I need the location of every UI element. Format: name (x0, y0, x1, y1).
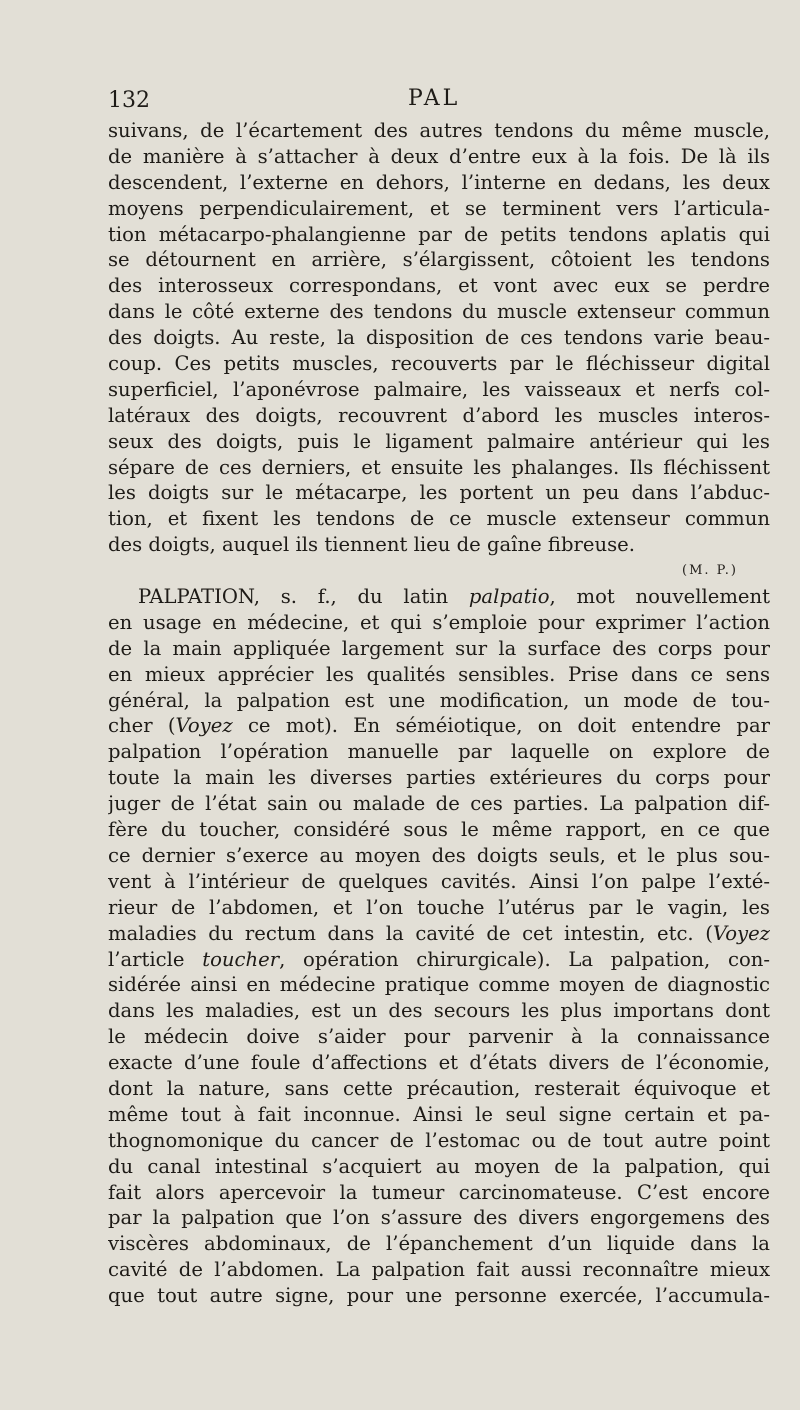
author-signature: (M. P.) (682, 563, 738, 579)
text-line: coup. Ces petits muscles, recouverts par le fléchisseur digital (108, 352, 770, 376)
text-line: palpation l’opération manuelle par laquelle on explore de (108, 740, 770, 764)
text-line: de la main appliquée largement sur la surface des corps pour (108, 636, 770, 660)
text-line: se détournent en arrière, s’élargissent, côtoient les tendons (108, 248, 770, 272)
text-line: descendent, l’externe en dehors, l’interne en dedans, les deux (108, 170, 770, 194)
text-line: thognomonique du cancer de l’estomac ou de tout autre point (108, 1128, 770, 1152)
text-line: du canal intestinal s’acquiert au moyen de la palpation, qui (108, 1154, 770, 1178)
text-line: par la palpation que l’on s’assure des divers engorgemens des (108, 1206, 770, 1230)
text-line: suivans, de l’écartement des autres tendons du même muscle, (108, 119, 770, 142)
page-number: 132 (108, 88, 150, 113)
text-line: rieur de l’abdomen, et l’on touche l’utérus par le vagin, les (108, 895, 770, 919)
page-header (108, 86, 770, 116)
running-head: PAL (408, 86, 461, 111)
text-column (108, 118, 770, 1309)
text-line: le médecin doive s’aider pour parvenir à la connaissance (108, 1025, 770, 1049)
text-line: fait alors apercevoir la tumeur carcinomateuse. C’est encore (108, 1180, 770, 1204)
text-line: des interosseux correspondans, et vont avec eux se perdre (108, 274, 770, 298)
text-line: que tout autre signe, pour une personne exercée, l’accumula- (108, 1284, 770, 1308)
text-line: dans les maladies, est un des secours les plus importans dont (108, 999, 770, 1023)
text-line: sidérée ainsi en médecine pratique comme moyen de diagnostic (108, 973, 770, 997)
text-line: cavité de l’abdomen. La palpation fait aussi reconnaître mieux (108, 1258, 770, 1282)
text-line: ce dernier s’exerce au moyen des doigts seuls, et le plus sou- (108, 843, 770, 867)
text-line: toute la main les diverses parties extérieures du corps pour (108, 766, 770, 790)
text-line: général, la palpation est une modification, un mode de tou- (108, 688, 770, 712)
text-line: viscères abdominaux, de l’épanchement d’un liquide dans la (108, 1232, 770, 1256)
text-line: en usage en médecine, et qui s’emploie pour exprimer l’action (108, 610, 770, 634)
text-line: moyens perpendiculairement, et se terminent vers l’articula- (108, 196, 770, 220)
text-line: des doigts. Au reste, la disposition de ces tendons varie beau- (108, 326, 770, 350)
text-line: dont la nature, sans cette précaution, resterait équivoque et (108, 1076, 770, 1100)
text-line: même tout à fait inconnue. Ainsi le seul signe certain et pa- (108, 1102, 770, 1126)
text-line: cher (Voyez ce mot). En séméiotique, on doit entendre par (108, 714, 770, 738)
text-line: sépare de ces derniers, et ensuite les phalanges. Ils fléchissent (108, 455, 770, 479)
text-line: les doigts sur le métacarpe, les portent un peu dans l’abduc- (108, 481, 770, 505)
text-line: dans le côté externe des tendons du muscle extenseur commun (108, 300, 770, 324)
text-line: fère du toucher, considéré sous le même rapport, en ce que (108, 818, 770, 842)
text-line: superficiel, l’aponévrose palmaire, les vaisseaux et nerfs col- (108, 377, 770, 401)
text-line: l’article toucher, opération chirurgicale). La palpation, con- (108, 947, 770, 971)
text-line: vent à l’intérieur de quelques cavités. Ainsi l’on palpe l’exté- (108, 869, 770, 893)
text-line: en mieux apprécier les qualités sensibles. Prise dans ce sens (108, 662, 770, 686)
text-line: latéraux des doigts, recouvrent d’abord les muscles interos- (108, 403, 770, 427)
text-line: exacte d’une foule d’affections et d’états divers de l’économie, (108, 1051, 770, 1075)
text-line: tion métacarpo-phalangienne par de petits tendons aplatis qui (108, 222, 770, 246)
text-line: maladies du rectum dans la cavité de cet intestin, etc. (Voyez (108, 921, 770, 945)
text-line: tion, et fixent les tendons de ce muscle extenseur commun (108, 507, 770, 531)
text-line: des doigts, auquel ils tiennent lieu de gaîne fibreuse. (108, 533, 635, 557)
entry-heading-line: PALPATION, s. f., du latin palpatio, mot nouvellement (138, 585, 770, 609)
text-line: de manière à s’attacher à deux d’entre eux à la fois. De là ils (108, 144, 770, 168)
text-line: seux des doigts, puis le ligament palmaire antérieur qui les (108, 429, 770, 453)
text-line: juger de l’état sain ou malade de ces parties. La palpation dif- (108, 792, 770, 816)
